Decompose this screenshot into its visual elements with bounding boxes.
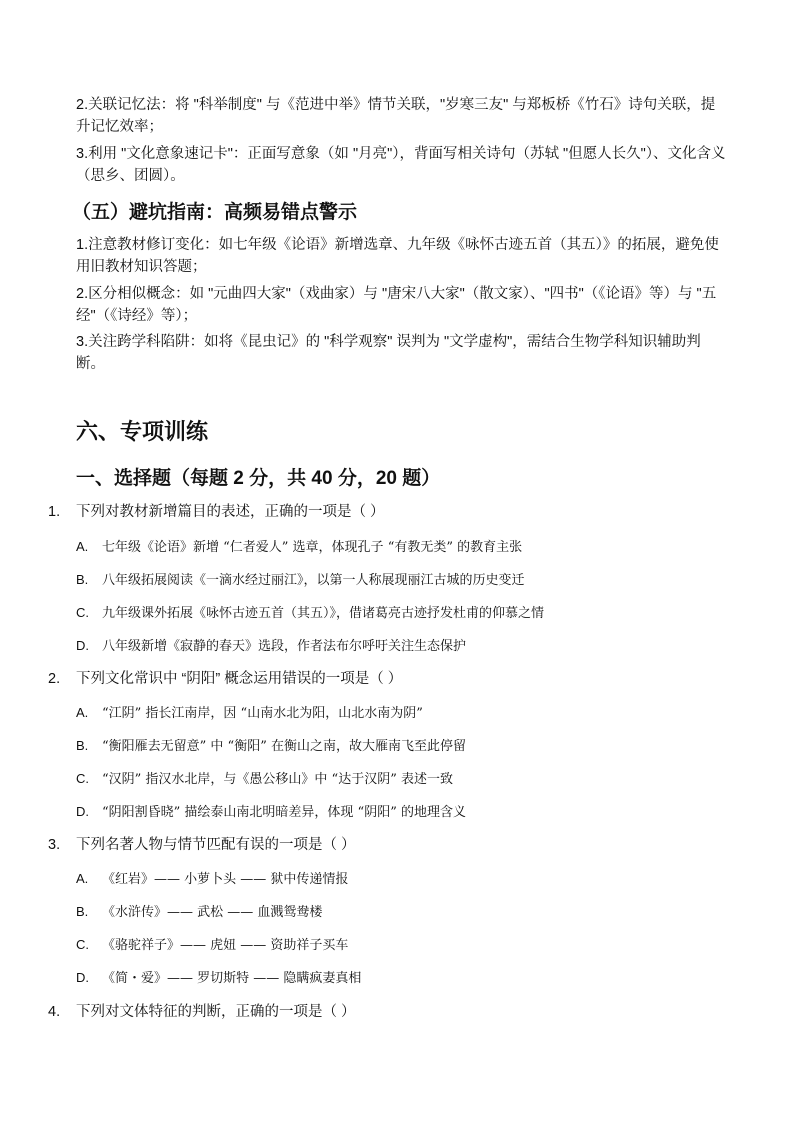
question-stem: 下列对文体特征的判断，正确的一项是（ ）: [76, 1004, 356, 1020]
question-3-option-c: [76, 935, 348, 956]
option-letter: D.: [76, 970, 89, 985]
question-3-option-d: [76, 968, 361, 989]
question-3-option-b: [76, 902, 322, 923]
memory-method-item-2: 2.关联记忆法：将 "科举制度" 与《范进中举》情节关联，"岁寒三友" 与郑板桥《竹石》诗句关联，提升记忆效率；: [76, 97, 716, 135]
question-number: 3.: [48, 837, 61, 853]
option-text: “阴阳割昏晓” 描绘泰山南北明暗差异，体现 “阴阳” 的地理含义: [102, 805, 466, 820]
option-text: “江阴” 指长江南岸，因 “山南水北为阳，山北水南为阴”: [102, 706, 423, 721]
option-letter: B.: [76, 904, 89, 919]
question-number: 2.: [48, 671, 61, 687]
question-2-option-b: [76, 736, 466, 757]
question-stem: 下列名著人物与情节匹配有误的一项是（ ）: [76, 837, 356, 853]
option-text: 八年级新增《寂静的春天》选段，作者法布尔呼吁关注生态保护: [102, 639, 467, 654]
question-3-option-a: [76, 869, 348, 890]
memory-method-item-3: 3.利用 "文化意象速记卡"：正面写意象（如 "月亮"），背面写相关诗句（苏轼 "但愿人长久"）、文化含义（思乡、团圆）。: [76, 146, 726, 184]
question-1-option-c: [76, 603, 544, 624]
option-letter: A.: [76, 871, 89, 886]
option-letter: C.: [76, 937, 89, 952]
option-text: “汉阴” 指汉水北岸，与《愚公移山》中 “达于汉阴” 表述一致: [102, 772, 453, 787]
option-text: 《骆驼祥子》—— 虎妞 —— 资助祥子买车: [102, 938, 349, 953]
part-title: 一、选择题（每题 2 分，共 40 分，20 题）: [76, 468, 441, 489]
option-letter: B.: [76, 738, 89, 753]
option-text: 《简・爱》—— 罗切斯特 —— 隐瞒疯妻真相: [102, 971, 362, 986]
pitfalls-item-1: 1.注意教材修订变化：如七年级《论语》新增选章、九年级《咏怀古迹五首（其五）》的拓展，避免使用旧教材知识答题；: [76, 237, 719, 275]
question-stem: 下列对教材新增篇目的表述，正确的一项是（ ）: [76, 504, 385, 520]
pitfalls-heading: （五）避坑指南：高频易错点警示: [72, 202, 358, 223]
question-number: 1.: [48, 504, 61, 520]
pitfalls-item-3: 3.关注跨学科陷阱：如将《昆虫记》的 "科学观察" 误判为 "文学虚构"，需结合生物学科知识辅助判断。: [76, 334, 701, 372]
question-2-option-a: [76, 703, 423, 724]
option-letter: B.: [76, 572, 89, 587]
pitfalls-item-2: 2.区分相似概念：如 "元曲四大家"（戏曲家）与 "唐宋八大家"（散文家）、"四书"（《论语》等）与 "五经"（《诗经》等）；: [76, 286, 717, 324]
option-text: 七年级《论语》新增 “仁者爱人” 选章，体现孔子 “有教无类” 的教育主张: [102, 540, 523, 555]
question-number: 4.: [48, 1004, 61, 1020]
option-text: 八年级拓展阅读《一滴水经过丽江》，以第一人称展现丽江古城的历史变迁: [102, 573, 525, 588]
question-1-option-a: [76, 537, 522, 558]
option-text: 《水浒传》—— 武松 —— 血溅鸳鸯楼: [102, 905, 323, 920]
section-title: 六、专项训练: [76, 419, 209, 444]
question-stem: 下列文化常识中 “阴阳” 概念运用错误的一项是（ ）: [76, 671, 403, 687]
option-letter: C.: [76, 771, 89, 786]
option-letter: D.: [76, 804, 89, 819]
option-text: 《红岩》—— 小萝卜头 —— 狱中传递情报: [102, 872, 349, 887]
option-letter: C.: [76, 605, 89, 620]
option-letter: D.: [76, 638, 89, 653]
option-letter: A.: [76, 705, 89, 720]
option-text: “衡阳雁去无留意” 中 “衡阳” 在衡山之南，故大雁南飞至此停留: [102, 739, 466, 754]
question-1-option-b: [76, 570, 525, 591]
question-1-option-d: [76, 636, 466, 657]
question-2-option-d: [76, 802, 466, 823]
option-letter: A.: [76, 539, 89, 554]
option-text: 九年级课外拓展《咏怀古迹五首（其五）》，借诸葛亮古迹抒发杜甫的仰慕之情: [102, 606, 545, 621]
question-2-option-c: [76, 769, 453, 790]
